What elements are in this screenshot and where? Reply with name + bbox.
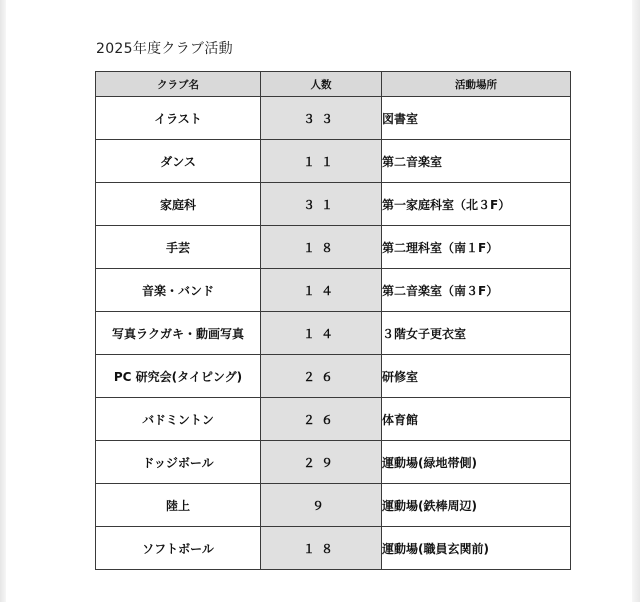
club-name-cell: ソフトボール: [96, 527, 261, 570]
member-count-cell: １８: [261, 527, 382, 570]
member-count-cell: １４: [261, 269, 382, 312]
table-row: [96, 441, 571, 484]
club-name-cell: ドッジボール: [96, 441, 261, 484]
member-count-cell: ３３: [261, 97, 382, 140]
club-table: [95, 71, 571, 570]
table-row: [96, 312, 571, 355]
member-count-cell: １１: [261, 140, 382, 183]
table-body: [96, 97, 571, 570]
table-row: [96, 484, 571, 527]
location-cell: 第二音楽室（南３F）: [382, 269, 571, 312]
header-club-name: クラブ名: [96, 72, 261, 97]
document-title: 2025年度クラブ活動: [96, 41, 233, 57]
location-cell: 研修室: [382, 355, 571, 398]
location-cell: 運動場(職員玄関前): [382, 527, 571, 570]
club-name-cell: 音楽・バンド: [96, 269, 261, 312]
table-row: [96, 140, 571, 183]
location-cell: 第一家庭科室（北３F）: [382, 183, 571, 226]
page-edge-left: [0, 0, 6, 602]
club-name-cell: 手芸: [96, 226, 261, 269]
table-row: [96, 269, 571, 312]
member-count-cell: ３１: [261, 183, 382, 226]
header-location: 活動場所: [382, 72, 571, 97]
member-count-cell: １４: [261, 312, 382, 355]
club-name-cell: 写真ラクガキ・動画写真: [96, 312, 261, 355]
location-cell: 運動場(鉄棒周辺): [382, 484, 571, 527]
page-edge-right: [632, 0, 640, 602]
member-count-cell: １８: [261, 226, 382, 269]
club-name-cell: PC 研究会(タイピング): [96, 355, 261, 398]
member-count-cell: ２６: [261, 355, 382, 398]
table-row: [96, 183, 571, 226]
location-cell: 体育館: [382, 398, 571, 441]
club-name-cell: 家庭科: [96, 183, 261, 226]
table-row: [96, 226, 571, 269]
club-name-cell: 陸上: [96, 484, 261, 527]
member-count-cell: ２６: [261, 398, 382, 441]
location-cell: ３階女子更衣室: [382, 312, 571, 355]
table-row: [96, 355, 571, 398]
header-row: [96, 72, 571, 97]
location-cell: 運動場(緑地帯側): [382, 441, 571, 484]
location-cell: 図書室: [382, 97, 571, 140]
header-member-count: 人数: [261, 72, 382, 97]
table-row: [96, 398, 571, 441]
member-count-cell: ９: [261, 484, 382, 527]
club-name-cell: バドミントン: [96, 398, 261, 441]
table-header: [96, 72, 571, 97]
location-cell: 第二理科室（南１F）: [382, 226, 571, 269]
club-name-cell: イラスト: [96, 97, 261, 140]
member-count-cell: ２９: [261, 441, 382, 484]
table-row: [96, 527, 571, 570]
location-cell: 第二音楽室: [382, 140, 571, 183]
club-name-cell: ダンス: [96, 140, 261, 183]
table-row: [96, 97, 571, 140]
